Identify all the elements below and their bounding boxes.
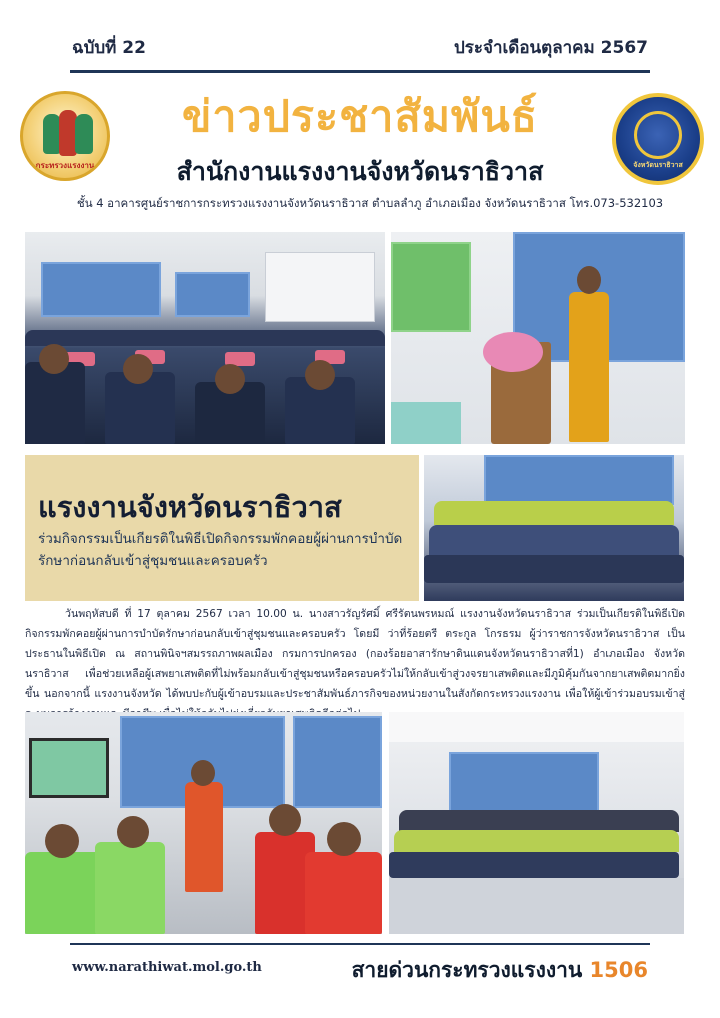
hotline xyxy=(352,954,648,987)
narathiwat-province-seal xyxy=(612,93,704,185)
photo-speaker-podium xyxy=(391,232,685,444)
photo-flowers xyxy=(483,332,543,372)
photo-screen xyxy=(391,242,471,332)
article-body: วันพฤหัสบดี ที่ 17 ตุลาคม 2567 เวลา 10.00 น. นางสาวรัญรัศมิ์ ศรีรัตนพรหมณ์ แรงงานจังหวัดนราธิวาส ร่วมเป็นเกียรติในพิธีเปิดกิจกรรมพักคอยผู้ผ่านการบำบัดรักษาก่อนกลับเข้าสู่ชุมชนและครอบครัว โดยมี ว่าที่ร้อยตรี ตระกูล โกรธรม ผู้ว่าราชการจังหวัดนราธิวาส เป็นประธานในพิธีเปิด ณ สถานพินิจฯสมรรถภาพผลเมือง กรมการปกครอง (กองร้อยอาสารักษาดินแดนจังหวัดนราธิวาสที่1) อำเภอเมือง จังหวัดนราธิวาส เพื่อช่วยเหลือผู้เสพยาเสพติดที่ไม่พร้อมกลับเข้าสู่ชุมชนหรือครอบครัวไม่ให้กลับเข้าสู่วงจรยาเสพติดและมีภูมิคุ้มกันจากยาเสพติดมากยิ่งขึ้น นอกจากนี้ แรงงานจังหวัด ได้พบปะกับผู้เข้าอบรมและประชาสัมพันธ์ภารกิจของหน่วยงานในสังกัดกระทรวงแรงงาน เพื่อให้ผู้เข้าร่วมอบรมเข้าสู่ xyxy=(25,608,685,700)
photo-ceiling xyxy=(389,712,684,742)
logo-figure-right xyxy=(75,114,93,154)
photo-crowd xyxy=(389,852,679,878)
photo-presenter-figure xyxy=(185,782,223,892)
photo-head xyxy=(39,344,69,374)
ministry-of-labour-logo xyxy=(20,91,110,181)
photo-speaker xyxy=(569,292,609,442)
photo-person xyxy=(25,852,105,934)
photo-head xyxy=(577,266,601,294)
photo-crowd xyxy=(399,810,679,832)
website-url: www.narathiwat.mol.go.th xyxy=(72,960,262,975)
photo-banner xyxy=(449,752,599,812)
photo-presenter xyxy=(25,712,382,934)
photo-floor xyxy=(389,878,684,934)
photo-screen xyxy=(29,738,109,798)
header-rule xyxy=(70,70,650,73)
newsletter-title: ข่าวประชาสัมพันธ์ xyxy=(181,92,539,142)
photo-wall-window xyxy=(265,252,375,322)
seal-inner-ring xyxy=(634,111,682,159)
hotline-label: สายด่วนกระทรวงแรงงาน xyxy=(351,958,583,982)
photo-table xyxy=(391,402,461,444)
photo-person xyxy=(25,362,85,444)
photo-group-hall xyxy=(389,712,684,934)
issue-number: ฉบับที่ 22 xyxy=(72,38,146,58)
photo-banner xyxy=(484,455,674,505)
photo-head xyxy=(269,804,301,836)
photo-crowd xyxy=(434,501,674,525)
office-address: ชั้น 4 อาคารศูนย์ราชการกระทรวงแรงงานจังหวัดนราธิวาส ตำบลลำภู อำเภอเมือง จังหวัดนราธิวาส โทร.073-532103 xyxy=(76,196,664,210)
photo-crowd xyxy=(424,555,684,583)
photo-banner xyxy=(293,716,382,808)
photo-head xyxy=(191,760,215,786)
photo-group-stage xyxy=(424,455,684,601)
footer-rule xyxy=(70,943,650,945)
feature-title: แรงงานจังหวัดนราธิวาส xyxy=(38,490,342,524)
hotline-number: 1506 xyxy=(589,958,648,982)
logo-left-caption: กระทรวงแรงงาน xyxy=(35,161,95,170)
photo-head xyxy=(305,360,335,390)
feature-description: ร่วมกิจกรรมเป็นเกียรติในพิธีเปิดกิจกรรมพักคอยผู้ผ่านการบำบัดรักษาก่อนกลับเข้าสู่ชุมชนและครอบครัว xyxy=(38,531,403,569)
photo-crowd xyxy=(394,830,679,852)
photo-audience-hall xyxy=(25,232,385,444)
photo-head xyxy=(215,364,245,394)
office-name: สำนักงานแรงงานจังหวัดนราธิวาส xyxy=(176,157,544,186)
photo-head xyxy=(123,354,153,384)
photo-banner xyxy=(41,262,161,317)
photo-head xyxy=(45,824,79,858)
logo-right-caption: จังหวัดนราธิวาส xyxy=(633,161,683,169)
photo-person xyxy=(95,842,165,934)
photo-crowd xyxy=(25,330,385,346)
photo-banner xyxy=(175,272,250,317)
photo-head xyxy=(117,816,149,848)
issue-month: ประจำเดือนตุลาคม 2567 xyxy=(453,38,648,58)
photo-person xyxy=(305,852,382,934)
photo-crowd xyxy=(429,525,679,555)
photo-head xyxy=(327,822,361,856)
